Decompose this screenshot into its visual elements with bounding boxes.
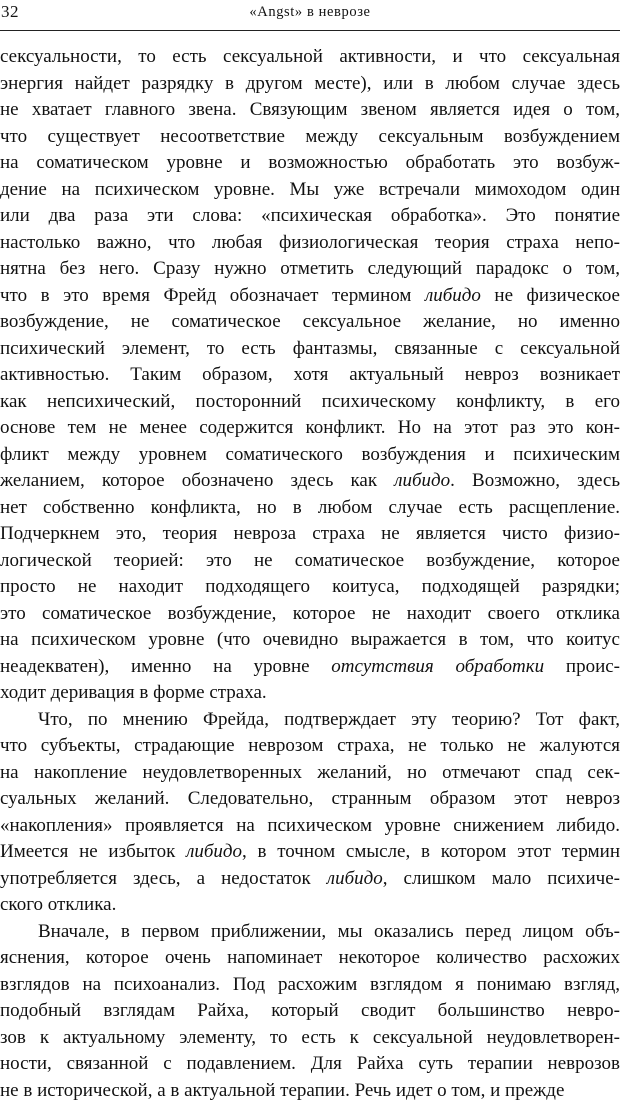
text-segment: подобный взглядам Райха, который сводит большинство невро- xyxy=(0,1000,620,1021)
text-segment: сексуальности, то есть сексуальной активности, и что сексуальная xyxy=(0,46,620,67)
running-title: «Angst» в неврозе xyxy=(0,4,620,21)
text-segment: Подчеркнем это, теория невроза страха не является чисто физио- xyxy=(0,523,620,544)
text-segment: что существует несоответствие между сексуальным возбуждением xyxy=(0,126,620,147)
text-line xyxy=(0,627,620,654)
text-segment: не физическое xyxy=(481,285,620,306)
text-segment: зов к актуальному элементу, то есть к сексуальной неудовлетворен- xyxy=(0,1027,620,1048)
text-segment: основе тем не менее содержится конфликт. Но на этот раз это кон- xyxy=(0,417,620,438)
text-segment: суальных желаний. Следовательно, странным образом этот невроз xyxy=(0,788,620,809)
text-segment: фликт между уровнем соматического возбуждения и психическим xyxy=(0,444,620,465)
text-segment: активностью. Таким образом, хотя актуальный невроз возникает xyxy=(0,364,620,385)
text-segment: не хватает главного звена. Связующим звеном является идея о том, xyxy=(0,99,620,120)
text-segment: как непсихический, посторонний психическому конфликту, в его xyxy=(0,391,620,412)
text-segment: яснения, которое очень напоминает некоторое количество расхожих xyxy=(0,947,620,968)
body-text xyxy=(0,44,620,1104)
text-segment: проис- xyxy=(544,656,620,677)
text-line xyxy=(0,866,620,893)
text-line xyxy=(0,468,620,495)
text-line xyxy=(0,998,620,1025)
text-line xyxy=(0,919,620,946)
text-line xyxy=(0,230,620,257)
text-segment: не в исторической, а в актуальной терапии. Речь идет о том, и прежде xyxy=(0,1080,564,1101)
text-line xyxy=(0,892,620,919)
text-segment: или два раза эти слова: «психическая обработка». Это понятие xyxy=(0,205,620,226)
page-number: 32 xyxy=(1,2,19,22)
text-segment: на накопление неудовлетворенных желаний, но отмечают спад сек- xyxy=(0,762,620,783)
text-segment: настолько важно, что любая физиологическая теория страха непо- xyxy=(0,232,620,253)
text-line xyxy=(0,813,620,840)
text-line xyxy=(0,733,620,760)
text-segment: логической теорией: это не соматическое возбуждение, которое xyxy=(0,550,620,571)
text-line xyxy=(0,283,620,310)
italic-text: либидо xyxy=(394,470,450,491)
text-line xyxy=(0,760,620,787)
italic-text: либидо xyxy=(327,868,383,889)
text-line xyxy=(0,972,620,999)
text-line xyxy=(0,124,620,151)
text-line xyxy=(0,256,620,283)
text-line xyxy=(0,1078,620,1104)
text-line xyxy=(0,415,620,442)
text-segment: возбуждение, не соматическое сексуальное желание, но именно xyxy=(0,311,620,332)
text-segment: «накопления» проявляется на психическом уровне снижением либидо. xyxy=(0,815,620,836)
text-line xyxy=(0,548,620,575)
text-line xyxy=(0,574,620,601)
paragraph xyxy=(0,707,620,919)
text-segment: ского отклика. xyxy=(0,894,116,915)
italic-text: либидо xyxy=(186,841,242,862)
text-line xyxy=(0,1025,620,1052)
text-segment: , в точном смысле, в котором этот термин xyxy=(242,841,620,862)
text-segment: дение на психическом уровне. Мы уже встречали мимоходом один xyxy=(0,179,620,200)
text-line xyxy=(0,601,620,628)
text-segment: на психическом уровне (что очевидно выражается в том, что коитус xyxy=(0,629,620,650)
text-segment: что в это время Фрейд обозначает термином xyxy=(0,285,425,306)
text-line xyxy=(0,786,620,813)
header-rule xyxy=(0,30,620,31)
text-line xyxy=(0,945,620,972)
text-segment: нятна без него. Сразу нужно отметить следующий парадокс о том, xyxy=(0,258,620,279)
text-segment: это соматическое возбуждение, которое не находит своего отклика xyxy=(0,603,620,624)
italic-text: отсутствия обработки xyxy=(331,656,544,677)
text-segment: взглядов на психоанализ. Под расхожим взглядом я понимаю взгляд, xyxy=(0,974,620,995)
text-segment: Что, по мнению Фрейда, подтверждает эту теорию? Тот факт, xyxy=(38,709,620,730)
text-segment: что субъекты, страдающие неврозом страха, не только не жалуются xyxy=(0,735,620,756)
text-line xyxy=(0,71,620,98)
text-segment: на соматическом уровне и возможностью обработать это возбуж- xyxy=(0,152,620,173)
text-segment: психический элемент, то есть фантазмы, связанные с сексуальной xyxy=(0,338,620,359)
text-segment: ходит деривация в форме страха. xyxy=(0,682,267,703)
text-line xyxy=(0,680,620,707)
text-line xyxy=(0,177,620,204)
paragraph xyxy=(0,919,620,1104)
text-line xyxy=(0,707,620,734)
text-line xyxy=(0,362,620,389)
text-segment: ности, связанной с подавлением. Для Райха суть терапии неврозов xyxy=(0,1053,620,1074)
text-line xyxy=(0,839,620,866)
text-segment: , слишком мало психиче- xyxy=(383,868,620,889)
italic-text: либидо xyxy=(425,285,481,306)
paragraph xyxy=(0,44,620,707)
text-line xyxy=(0,336,620,363)
text-line xyxy=(0,495,620,522)
text-line xyxy=(0,1051,620,1078)
text-segment: употребляется здесь, а недостаток xyxy=(0,868,327,889)
text-segment: желанием, которое обозначено здесь как xyxy=(0,470,394,491)
text-line xyxy=(0,654,620,681)
text-line xyxy=(0,150,620,177)
text-line xyxy=(0,521,620,548)
text-line xyxy=(0,389,620,416)
text-segment: энергия найдет разрядку в другом месте), или в любом случае здесь xyxy=(0,73,620,94)
text-segment: . Возможно, здесь xyxy=(450,470,620,491)
text-line xyxy=(0,44,620,71)
text-segment: Вначале, в первом приближении, мы оказались перед лицом объ- xyxy=(38,921,620,942)
running-head xyxy=(0,2,620,26)
text-segment: просто не находит подходящего коитуса, подходящей разрядки; xyxy=(0,576,620,597)
text-line xyxy=(0,97,620,124)
text-segment: нет собственно конфликта, но в любом случае есть расщепление. xyxy=(0,497,620,518)
text-line xyxy=(0,442,620,469)
text-line xyxy=(0,309,620,336)
text-segment: неадекватен), именно на уровне xyxy=(0,656,331,677)
text-segment: Имеется не избыток xyxy=(0,841,186,862)
text-line xyxy=(0,203,620,230)
